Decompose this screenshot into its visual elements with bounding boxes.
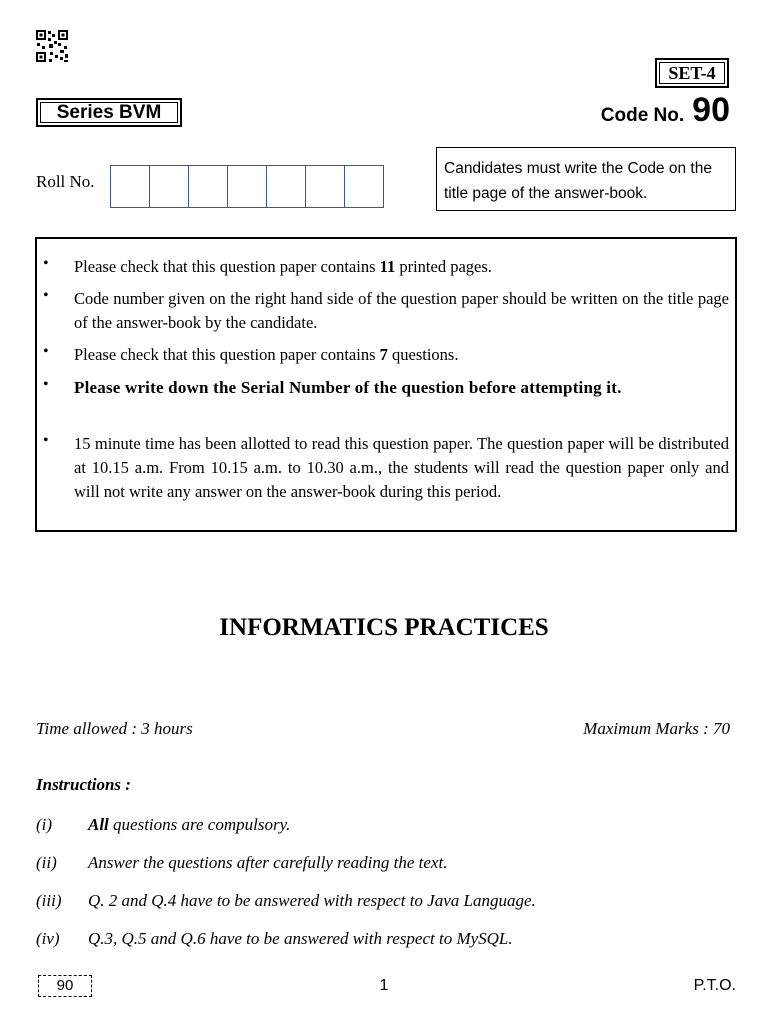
candidates-note: Candidates must write the Code on the title page of the answer-book.	[436, 147, 736, 211]
bullet-icon: •	[43, 255, 49, 272]
notice-bold: Please write down the Serial Number of the question before attempting it.	[74, 378, 622, 397]
roll-number-cell[interactable]	[267, 166, 306, 207]
subject-title: INFORMATICS PRACTICES	[219, 614, 549, 641]
notice-text: printed pages.	[395, 257, 492, 276]
roll-number-cell[interactable]	[228, 166, 267, 207]
instruction-text: Answer the questions after carefully reading the text.	[88, 853, 448, 872]
instruction-number: (i)	[36, 815, 53, 834]
instruction-bold: All	[88, 815, 109, 834]
code-number	[601, 91, 730, 131]
qr-code-icon	[36, 30, 70, 64]
roll-number-cell[interactable]	[345, 166, 384, 207]
instruction-text: questions are compulsory.	[108, 815, 291, 834]
maximum-marks: Maximum Marks : 70	[583, 719, 730, 738]
roll-number-boxes	[110, 165, 384, 208]
general-instructions-box	[35, 237, 737, 532]
notice-bold: 11	[379, 257, 396, 276]
code-number-value: 90	[692, 91, 730, 129]
roll-number-label: Roll No.	[36, 172, 95, 191]
please-turn-over: P.T.O.	[693, 977, 736, 994]
roll-number-cell[interactable]	[111, 166, 150, 207]
bullet-icon: •	[43, 376, 49, 393]
notice-bold: 7	[379, 345, 388, 364]
series-badge	[36, 98, 182, 127]
instruction-text: Q.3, Q.5 and Q.6 have to be answered with respect to MySQL.	[88, 929, 513, 948]
roll-number-cell[interactable]	[189, 166, 228, 207]
code-number-label: Code No.	[600, 105, 685, 126]
footer-code-box: 90	[38, 975, 92, 997]
series-label: Series BVM	[56, 102, 162, 123]
set-badge	[655, 58, 729, 88]
instruction-number: (ii)	[36, 853, 57, 872]
notice-text: Please check that this question paper contains	[74, 345, 380, 364]
notice-text: 15 minute time has been allotted to read this question paper. The question paper will be distributed at 10.15 a.m. From 10.15 a.m. to 10.30 a.m., the students will read the question paper only and will not write any answer on the answer-book during this period.	[74, 434, 729, 501]
instruction-text: Q. 2 and Q.4 have to be answered with respect to Java Language.	[88, 891, 536, 910]
roll-number-cell[interactable]	[150, 166, 189, 207]
time-allowed: Time allowed : 3 hours	[36, 719, 193, 738]
page-number: 1	[379, 977, 389, 994]
roll-number-cell[interactable]	[306, 166, 345, 207]
bullet-icon: •	[43, 343, 49, 360]
instruction-number: (iv)	[36, 929, 60, 948]
bullet-icon: •	[43, 432, 49, 449]
instruction-number: (iii)	[36, 891, 62, 910]
notice-text: questions.	[387, 345, 459, 364]
set-label: SET-4	[668, 63, 716, 83]
notice-text: Please check that this question paper contains	[74, 257, 380, 276]
notice-text: Code number given on the right hand side of the question paper should be written on the title page of the answer-book by the candidate.	[74, 289, 729, 332]
instructions-heading: Instructions :	[36, 775, 131, 794]
bullet-icon: •	[43, 287, 49, 304]
